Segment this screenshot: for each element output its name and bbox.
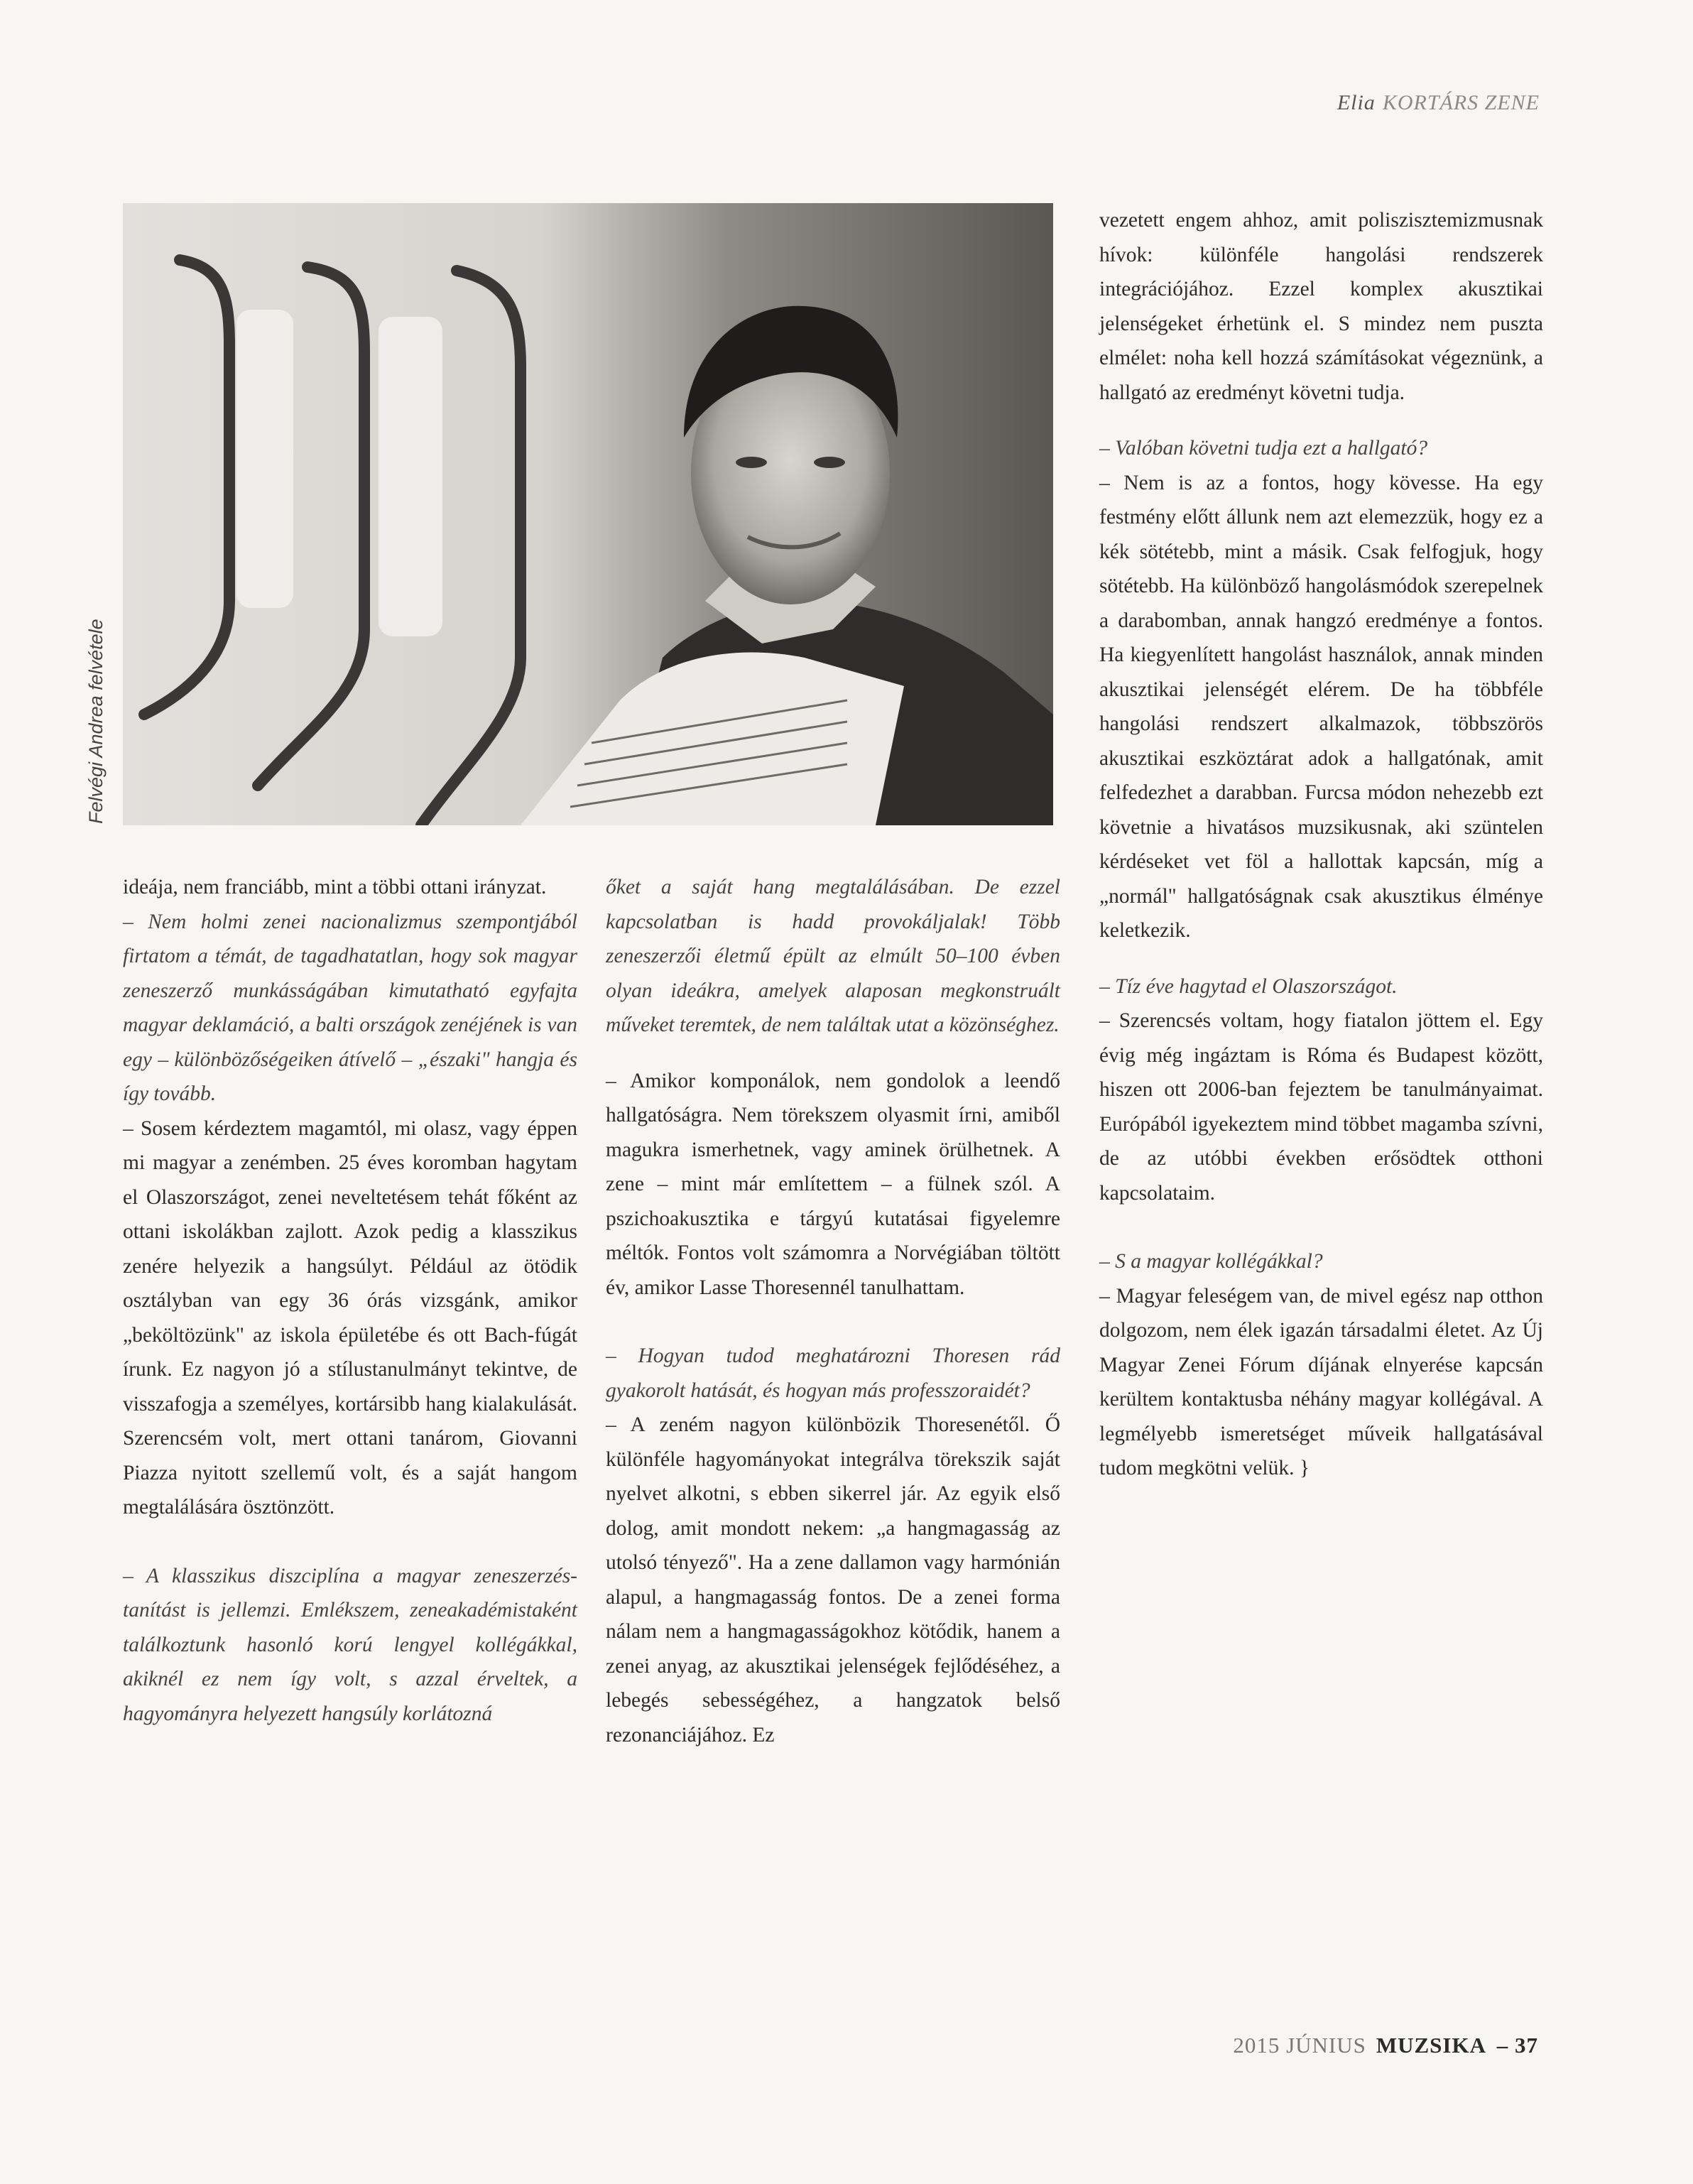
question-paragraph: őket a saját hang megtalálásában. De ezzel kapcsolatban is hadd provokáljalak! Több zeneszerzői életmű épült az elmúlt 50–100 évben olyan ideákra, amelyek alaposan megkonstruált műveket teremtek, de nem találtak utat a közönséghez. [606,876,1060,1036]
question-paragraph: – Hogyan tudod meghatározni Thoresen rád gyakorolt hatását, és hogyan más professzoraidét? [606,1344,1060,1402]
footer-magazine: MUZSIKA [1376,2033,1486,2058]
footer-issue: 2015 JÚNIUS [1233,2033,1366,2058]
portrait-photo [123,203,1053,825]
paragraph: – Nem is az a fontos, hogy kövesse. Ha egy festmény előtt állunk nem azt elemezzük, hogy ez a kék sötétebb, mint a másik. Csak felfogjuk, hogy sötétebb. Ha különböző hangolásmódok szerepelnek a darabomban, annak hangzó eredménye a fontos. Ha kiegyenlített hangolást használok, annak minden akusztikai jelenségét elérem. De ha többféle hangolási rendszert alkalmazok, többszörös akusztikai eszköztárat adok a hallgatónak, amit felfedezhet a darabban. Furcsa módon nehezebb ezt követnie a hivatásos muzsikusnak, aki szüntelen kérdéseket vet föl a hallottak kapcsán, míg a „normál" hallgatóságnak csak akusztikus élménye keletkezik. [1099,471,1543,942]
question-paragraph: – Nem holmi zenei nacionalizmus szempontjából firtatom a témát, de tagadhatatlan, hogy sok magyar zeneszerző munkásságában kimutatható egyfajta magyar deklamáció, a balti országok zenéjének is van egy – különbözőségeiken átívelő – „északi" hangja és így tovább. [123,910,577,1105]
running-header [1337,91,1540,115]
article-column-3 [1099,203,1543,1486]
footer-page-number: – 37 [1496,2033,1538,2058]
question-paragraph: – Tíz éve hagytad el Olaszországot. [1099,974,1398,998]
paragraph: – A zeném nagyon különbözik Thoresenétől. Ő különféle hagyományokat integrálva törekszik saját nyelvet alkotni, s ebben sikerrel jár. Az egyik első dolog, amit mondott nekem: „a hangmagasság az utolsó tényező". Ha a zene dallamon vagy harmónián alapul, a hangmagasság fontos. De a zenei forma nálam nem a hangmagasságokhoz kötődik, hanem a zenei anyag, az akusztikai jelenségek fejlődéséhez, a lebegés sebességéhez, a hangzatok belső rezonanciájához. Ez [606,1413,1060,1746]
question-paragraph: – A klasszikus diszciplína a magyar zeneszerzés-tanítást is jellemzi. Emlékszem, zeneakadémistaként találkoztunk hasonló korú lengyel kollégákkal, akiknél ez nem így volt, s azzal érveltek, a hagyományra helyezett hangsúly korlátozná [123,1564,577,1725]
portrait-illustration [123,203,1053,825]
article-column-1 [123,870,577,1731]
header-section: KORTÁRS ZENE [1382,91,1540,114]
paragraph: – Sosem kérdeztem magamtól, mi olasz, vagy éppen mi magyar a zenémben. 25 éves koromban hagytam el Olaszországot, zenei neveltetésem tehát főként az ottani iskolákban zajlott. Azok pedig a klasszikus zenére helyezik a hangsúlyt. Például az ötödik osztályban van egy 36 órás vizsgánk, amikor „beköltözünk" az iskola épületébe és ott Bach-fúgát írunk. Ez nagyon jó a stílustanulmányt tekintve, de visszafogja a személyes, kortársibb hang kialakulását. Szerencsém volt, mert ottani tanárom, Giovanni Piazza nyitott szellemű volt, és a saját hangom megtalálására ösztönzött. [123,1117,577,1519]
paragraph: – Amikor komponálok, nem gondolok a leendő hallgatóságra. Nem törekszem olyasmit írni, amiből magukra ismerhetnek, vagy aminek örülhetnek. A zene – mint már említettem – a fülnek szól. A pszichoakusztika e tárgyú kutatásai figyelemre méltók. Fontos volt számomra a Norvégiában töltött év, amikor Lasse Thoresennél tanulhattam. [606,1069,1060,1299]
page-footer [1233,2033,1538,2058]
article-column-2 [606,870,1060,1752]
paragraph: – Magyar feleségem van, de mivel egész nap otthon dolgozom, nem élek igazán társadalmi életet. Az Új Magyar Zenei Fórum díjának elnyerése kapcsán kerültem kontaktusba néhány magyar kollégával. A legmélyebb ismeretséget műveik hallgatásával tudom megkötni velük. } [1099,1284,1543,1479]
photo-credit: Felvégi Andrea felvétele [85,619,107,824]
question-paragraph: – S a magyar kollégákkal? [1099,1250,1323,1273]
header-name: Elia [1337,91,1376,114]
paragraph: – Szerencsés voltam, hogy fiatalon jöttem el. Egy évig még ingáztam is Róma és Budapest között, hiszen ott 2006-ban fejeztem be tanulmányaimat. Európából igyekeztem mind többet magamba szívni, de az utóbbi években erősödtek otthoni kapcsolataim. [1099,1009,1543,1205]
question-paragraph: – Valóban követni tudja ezt a hallgató? [1099,437,1428,460]
paragraph: ideája, nem franciább, mint a többi ottani irányzat. [123,876,547,898]
paragraph: vezetett engem ahhoz, amit poliszisztemizmusnak hívok: különféle hangolási rendszerek integrációjához. Ezzel komplex akusztikai jelenségeket érhetünk el. S mindez nem puszta elmélet: noha kell hozzá számításokat végeznünk, a hallgató az eredményt követni tudja. [1099,209,1543,404]
